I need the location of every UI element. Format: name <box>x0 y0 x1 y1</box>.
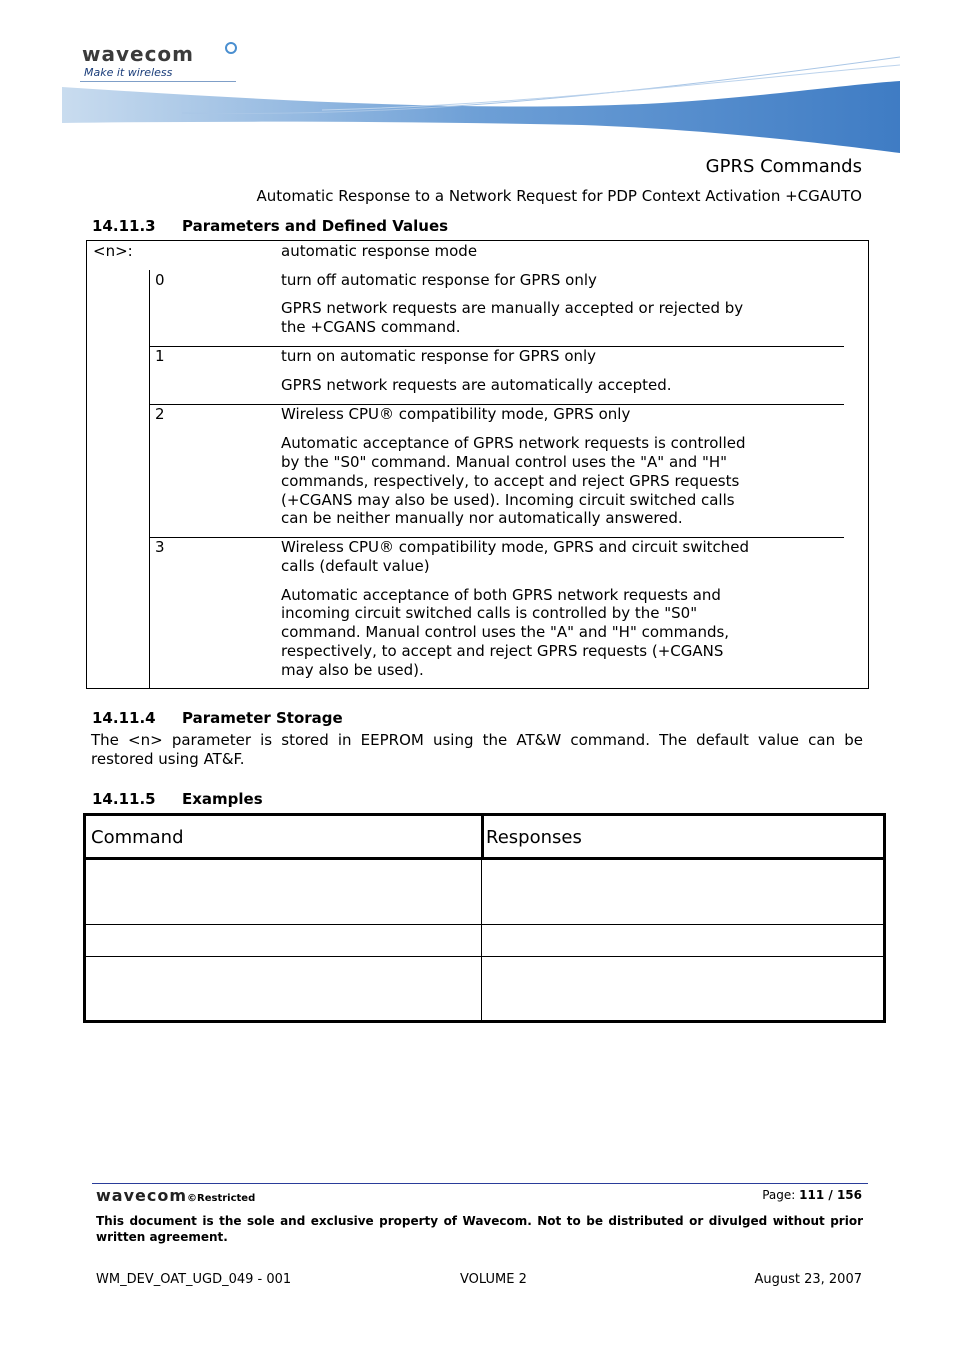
param-value-1-line: GPRS network requests are automatically accepted. <box>281 376 672 394</box>
storage-heading-title: Parameter Storage <box>182 709 343 727</box>
storage-heading <box>92 709 343 727</box>
params-heading <box>92 217 448 235</box>
section-title: GPRS Commands <box>705 156 862 177</box>
document-reference: WM_DEV_OAT_UGD_049 - 001 <box>96 1272 292 1287</box>
volume-label: VOLUME 2 <box>460 1272 527 1287</box>
examples-heading <box>92 790 263 808</box>
page-current: 111 <box>799 1188 825 1202</box>
param-desc: automatic response mode <box>281 242 478 260</box>
param-value-3-line: Automatic acceptance of both GPRS network requests and <box>281 586 721 604</box>
footer-logo <box>96 1186 255 1206</box>
examples-table <box>83 813 886 1023</box>
param-value-3-line: command. Manual control uses the "A" and "H" commands, <box>281 623 730 641</box>
param-value-3-line: Wireless CPU® compatibility mode, GPRS and circuit switched <box>281 538 750 556</box>
parameter-table <box>86 240 869 689</box>
param-value-1-line: turn on automatic response for GPRS only <box>281 347 597 365</box>
page-separator: / <box>824 1188 837 1202</box>
param-value-2-line: by the "S0" command. Manual control uses the "A" and "H" <box>281 453 728 471</box>
page-total: 156 <box>836 1188 862 1202</box>
table-divider <box>149 270 150 688</box>
param-value-2: 2 <box>155 405 165 423</box>
param-value-3-line: incoming circuit switched calls is controlled by the "S0" <box>281 604 698 622</box>
document-date: August 23, 2007 <box>754 1272 862 1287</box>
logo-tagline: Make it wireless <box>84 66 173 79</box>
header-wave-graphic <box>62 55 900 155</box>
footer-disclaimer: This document is the sole and exclusive property of Wavecom. Not to be distributed or divulged without prior written agreement. <box>96 1214 863 1244</box>
param-value-1: 1 <box>155 347 165 365</box>
param-value-2-line: (+CGANS may also be used). Incoming circuit switched calls <box>281 491 735 509</box>
param-value-0-line: GPRS network requests are manually accepted or rejected by <box>281 299 744 317</box>
param-value-0: 0 <box>155 271 165 289</box>
storage-heading-number: 14.11.4 <box>92 709 156 727</box>
param-value-2-line: Wireless CPU® compatibility mode, GPRS only <box>281 405 631 423</box>
page-label: Page: <box>762 1188 800 1202</box>
param-value-3-line: calls (default value) <box>281 557 430 575</box>
param-value-0-line: the +CGANS command. <box>281 318 461 336</box>
param-value-0-line: turn off automatic response for GPRS only <box>281 271 597 289</box>
page-number <box>762 1188 862 1202</box>
restricted-label: ©Restricted <box>187 1193 256 1204</box>
params-heading-number: 14.11.3 <box>92 217 156 235</box>
logo-brand: wavecom <box>82 42 195 66</box>
examples-heading-number: 14.11.5 <box>92 790 156 808</box>
responses-column-header: Responses <box>486 827 582 848</box>
param-value-2-line: commands, respectively, to accept and reject GPRS requests <box>281 472 740 490</box>
examples-heading-title: Examples <box>182 790 263 808</box>
table-row-divider <box>86 924 883 925</box>
param-value-3-line: may also be used). <box>281 661 424 679</box>
command-column-header: Command <box>91 827 184 848</box>
table-row-divider <box>86 956 883 957</box>
header-column-divider <box>481 816 484 860</box>
examples-table-header <box>86 816 883 860</box>
footer-rule <box>92 1183 868 1184</box>
params-heading-title: Parameters and Defined Values <box>182 217 449 235</box>
param-value-3-line: respectively, to accept and reject GPRS requests (+CGANS <box>281 642 724 660</box>
param-value-2-line: Automatic acceptance of GPRS network requests is controlled <box>281 434 746 452</box>
param-name: <n>: <box>93 242 133 260</box>
param-value-3: 3 <box>155 538 165 556</box>
footer-logo-brand: wavecom <box>96 1186 188 1205</box>
logo-swirl-icon <box>225 42 237 54</box>
storage-paragraph: The <n> parameter is stored in EEPROM using the AT&W command. The default value can be restored using AT&F. <box>91 731 863 768</box>
command-subtitle: Automatic Response to a Network Request for PDP Context Activation +CGAUTO <box>256 187 862 205</box>
param-value-2-line: can be neither manually nor automatically answered. <box>281 509 683 527</box>
